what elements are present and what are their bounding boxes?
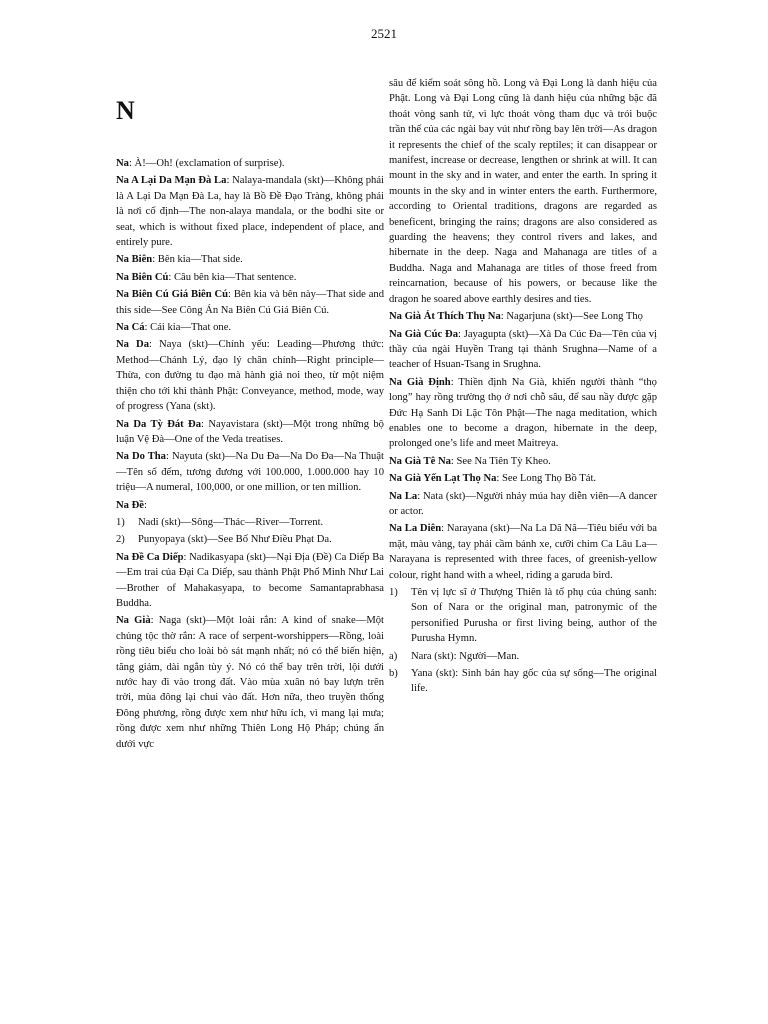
dictionary-entry [389,76,657,307]
entry-term: Na Da [116,339,149,351]
entry-term: Na Già Định [389,376,451,388]
entry-definition: : Naga (skt)—Một loài rắn: A kind of snake—Một chủng tộc thờ rắn: A race of serpent-worshippers—Rồng, loài rồng tiêu biểu cho loài bò sát mạnh nhất; nó có thể biến hiện, tăng giảm, dài ngắn tùy ý. Nó có thể bay trên trời, lội dưới nước hay đi vào trong đất. Vào mùa xuân nó bay lượn trên trời, mùa đông lại chui vào đất. Hơn nữa, theo truyền thống Đông phương, rồng được xem như hữu ích, vì mang lại mưa; rồng được xem như những Thiên Long Hộ Pháp; chúng ẩn dưới vực [116,615,384,750]
left-entries [116,156,384,752]
entry-term: Na Già Át Thích Thụ Na [389,311,501,323]
entry-definition: : Cái kia—That one. [144,322,232,334]
entry-definition: : Bên kia và bên này—That side and this side—See Công Án Na Biên Cú Giá Biên Cú. [116,289,384,316]
dictionary-entry [389,489,657,520]
subitem-text: Tên vị lực sĩ ở Thượng Thiên là tổ phụ của chúng sanh: Son of Nara or the original man, patronymic of the personified Purusha or first living being, author of the Purusha Hymn. [411,587,657,645]
entry-definition: : Nagarjuna (skt)—See Long Thọ [500,311,643,323]
entry-definition: : Bên kia—That side. [152,254,243,266]
dictionary-entry [116,156,384,171]
entry-term: Na Già [116,615,151,627]
dictionary-entry [116,173,384,250]
page-number: 2521 [371,26,397,41]
entry-subitem [389,666,657,697]
entry-term: Na Biên [116,254,153,266]
dictionary-entry [116,449,384,495]
subitem-marker: a) [389,650,398,662]
dictionary-entry [116,287,384,318]
entry-definition: sâu để kiểm soát sông hồ. Long và Đại Long là danh hiệu của Phật. Long và Đại Long cũng là danh hiệu của những bậc đã thoát vòng sanh tử, vì lực thoát vòng tham dục và trói buộc trần thế của các ngài bay vút như rồng bay lên trời—As dragon it represents the chief of the scaly reptiles; it can disappear or manifest, increase or decrease, lengthen or shrink at will. It can mount in the sky and in water, and enter the earth. In spring it mounts in the sky and in winter enters the earth. Furthermore, according to Oriental traditions, dragons are regarded as beneficent, bringing the rains; dragons are also considered as guarding the heavens; they control rivers and lakes, and hibernate in the deep. Naga and Mahanaga are titles of a Buddha. Naga and Mahanaga are titles of those freed from reincarnation, because of his powers, or because like the dragon he soared above earthly desires and ties. [389,78,657,305]
entry-term: Na La Diên [389,523,442,535]
entry-term: Na A Lại Da Mạn Đà La [116,175,227,187]
entry-subitem [116,532,384,547]
subitem-text: Punyopaya (skt)—See Bố Như Điều Phạt Da. [138,534,332,546]
entry-term: Na Già Cúc Đa [389,328,458,340]
dictionary-entry [116,498,384,513]
dictionary-entry [116,337,384,414]
subitem-text: Nadi (skt)—Sông—Thác—River—Torrent. [138,516,324,528]
left-column [116,76,384,754]
entry-definition: : See Na Tiên Tỳ Kheo. [450,455,551,467]
entry-definition: : Nayuta (skt)—Na Du Đa—Na Do Đa—Na Thuật—Tên số đếm, tương đương với 100.000, 1.000.000 hay 10 triệu—A numeral, 100,000, or one million, or ten million. [116,451,384,494]
dictionary-entry [389,327,657,373]
entry-term: Na Già Yến Lạt Thọ Na [389,473,497,485]
subitem-text: Nara (skt): Người—Man. [411,650,520,662]
dictionary-entry [389,375,657,452]
entry-definition: : See Long Thọ Bồ Tát. [496,473,597,485]
dictionary-entry [389,454,657,469]
entry-term: Na La [389,490,418,502]
entry-term: Na Da Tỳ Đát Đa [116,418,201,430]
entry-subitem [389,649,657,664]
entry-definition: : À!—Oh! (exclamation of surprise). [128,158,285,169]
right-entries [389,76,657,697]
entry-definition: : Câu bên kia—That sentence. [168,271,297,283]
entry-term: Na Đề [116,499,144,511]
dictionary-entry [389,521,657,583]
entry-definition: : [143,499,147,511]
dictionary-entry [116,270,384,285]
entry-subitem [116,515,384,530]
entry-term: Na Do Tha [116,451,166,463]
entry-definition: : Naya (skt)—Chính yếu: Leading—Phương thức: Method—Chánh Lý, đạo lý chân chính—Right principle—Thừa, con đường tu đạo mà hành giả noi theo, từ một niệm thiện cho tới khi thành Phật: Conveyance, method, mode, way of progress (Yana (skt). [116,339,384,413]
section-letter-heading: N [116,96,135,125]
subitem-marker: b) [389,668,398,680]
dictionary-entry [116,252,384,267]
dictionary-entry [116,417,384,448]
entry-term: Na [116,158,129,169]
entry-definition: : Narayana (skt)—Na La Dã Nã—Tiêu biểu với ba mặt, màu vàng, tay phải cầm bánh xe, cưỡi chim Ca Lâu La—Narayana is represented with three faces, of greenish-yellow colour, right hand with a wheel, riding a garuda bird. [389,523,658,581]
subitem-marker: 1) [389,587,398,598]
dictionary-entry [116,320,384,335]
dictionary-entry [389,309,657,324]
subitem-marker: 1) [116,516,125,528]
entry-term: Na Đề Ca Diếp [116,551,184,563]
entry-subitem [389,585,657,647]
entry-definition: : Nalaya-mandala (skt)—Không phải là A Lại Da Mạn Đà La, hay là Bồ Đề Đạo Tràng, không phải là nơi cố định—The non-alaya mandala, or the bodhi site or seat, which is without fixed place, independent of place, and entirely pure. [116,175,385,249]
right-column [389,76,657,699]
entry-term: Na Cá [116,322,145,334]
entry-definition: : Thiền định Na Già, khiến người thành “thọ long” hay rồng trường thọ ở nơi chỗ sâu, để sau nầy được gặp Đức Hạ Sanh Di Lặc Tôn Phật—The naga meditation, which enables one to become a dragon, hibernate in the deep, prolonged one’s life and meet Maitreya. [389,376,657,450]
entry-term: Na Biên Cú Giá Biên Cú [116,289,229,301]
entry-term: Na Già Tê Na [389,455,451,467]
entry-definition: : Nayavistara (skt)—Một trong những bộ luận Vệ Đà—One of the Veda treatises. [116,418,384,445]
subitem-marker: 2) [116,534,125,546]
entry-definition: : Nadikasyapa (skt)—Nại Địa (Đề) Ca Diếp Ba—Em trai của Đại Ca Diếp, sau thành Phật Phổ Minh Như Lai—Brother of Mahakasyapa, to become Samantaprabhasa Buddha. [116,551,384,609]
dictionary-entry [116,613,384,752]
subitem-text: Yana (skt): Sinh bản hay gốc của sự sống—The original life. [411,668,657,695]
entry-term: Na Biên Cú [116,271,169,283]
dictionary-entry [389,471,657,486]
entry-definition: : Jayagupta (skt)—Xà Da Cúc Đa—Tên của vị thầy của ngài Huyền Trang tại thành Srughna—Name of a teacher of Hsuan-Tsang in Srughna. [389,328,657,371]
dictionary-entry [116,550,384,612]
entry-definition: : Nata (skt)—Người nhảy múa hay diễn viên—A dancer or actor. [389,490,657,517]
